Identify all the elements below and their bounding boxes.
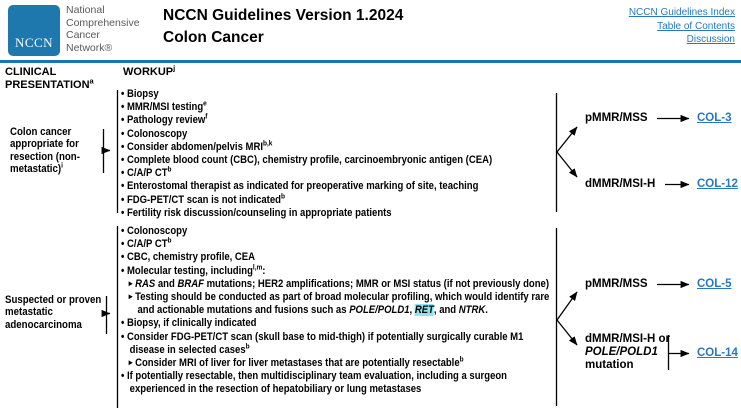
text-segment: and	[155, 277, 178, 290]
sub-bullet-icon: ▸	[128, 357, 133, 368]
workup-item-text	[127, 370, 507, 395]
bullet-icon: •	[121, 330, 125, 343]
text-segment: mutation	[585, 359, 634, 371]
guidelines-index-link[interactable]: NCCN Guidelines Index	[628, 7, 735, 18]
text-segment: If potentially resectable, then multidisciplinary team evaluation, including a surgeon experienced in the resection of hepatobiliary or lung metastases	[126, 370, 508, 396]
page-title-version: NCCN Guidelines Version 1.2024	[163, 7, 404, 24]
text-segment: l,m	[252, 261, 263, 271]
workup-item	[121, 180, 561, 193]
workup-item	[121, 98, 561, 114]
text-segment: MMR/MSI testing	[126, 101, 204, 114]
workup-item	[121, 128, 561, 141]
workup-item-text	[127, 128, 187, 140]
col-12-link[interactable]: COL-12	[697, 178, 738, 190]
text-segment: Consider FDG-PET/CT scan (skull base to mid-thigh) if potentially surgically curable M1 disease in selected cases	[126, 330, 524, 356]
text-segment: j	[173, 63, 176, 73]
text-segment: e	[203, 98, 207, 108]
bullet-icon: •	[121, 251, 125, 264]
workup-item	[121, 190, 561, 207]
bullet-icon: •	[121, 101, 125, 114]
text-segment: Molecular testing, including	[126, 264, 253, 277]
workup-item-text	[127, 154, 492, 166]
text-segment: pMMR/MSS	[585, 112, 648, 124]
text-segment: b	[167, 235, 172, 245]
workup-item	[121, 251, 561, 264]
text-segment: ,	[409, 304, 415, 317]
bullet-icon: •	[121, 317, 125, 330]
text-segment: Testing should be conducted as part of broad molecular profiling, which would identify rare and actionable mutations and fusions such as	[135, 291, 550, 317]
org-line: National	[66, 4, 105, 16]
bullet-icon: •	[121, 88, 125, 100]
workup-item	[121, 235, 561, 251]
text-segment: C/A/P CT	[126, 167, 168, 180]
workup-item	[121, 370, 561, 396]
text-segment: b	[245, 341, 250, 351]
workup-item	[121, 154, 561, 167]
text-segment: FDG-PET/CT scan is not indicated	[126, 193, 281, 206]
text-segment: RET	[414, 304, 434, 317]
workup-item	[121, 278, 561, 291]
bullet-icon: •	[121, 154, 125, 167]
workup-item	[121, 354, 561, 370]
text-segment: :	[262, 264, 266, 277]
text-segment: Colonoscopy	[126, 127, 188, 140]
bullet-icon: •	[121, 193, 125, 206]
bullet-icon: •	[121, 264, 125, 277]
workup-item	[121, 207, 561, 220]
bullet-icon: •	[121, 206, 125, 219]
text-segment: b,k	[262, 138, 273, 148]
text-segment: b	[280, 190, 285, 200]
text-segment: Fertility risk discussion/counseling in appropriate patients	[126, 206, 392, 219]
branch-pmmr-mss-1	[585, 112, 648, 125]
col-3-link[interactable]: COL-3	[697, 112, 732, 124]
text-segment: .	[485, 304, 488, 317]
text-segment: b	[459, 354, 464, 364]
clinical-presentation-nonmetastatic	[10, 126, 114, 176]
page-title-cancer-type: Colon Cancer	[163, 29, 264, 46]
text-segment: a	[89, 75, 94, 85]
workup-item-text	[127, 225, 187, 237]
col-5-link[interactable]: COL-5	[697, 278, 732, 290]
text-segment: Consider MRI of liver for liver metastases that are potentially resectable	[135, 357, 460, 370]
workup-item	[121, 88, 561, 101]
org-line: Network®	[66, 41, 113, 54]
workup-item	[121, 111, 561, 127]
table-of-contents-link[interactable]: Table of Contents	[657, 20, 735, 32]
workup-item	[121, 138, 561, 154]
organization-name	[66, 4, 140, 54]
text-segment: POLE/POLD1	[349, 304, 410, 317]
text-segment: Pathology review	[126, 114, 206, 127]
workup-item	[121, 317, 561, 330]
bullet-icon: •	[121, 114, 125, 127]
workup-item-text	[127, 251, 255, 263]
workup-item	[121, 261, 561, 278]
branch-dmmr-msih-1	[585, 178, 655, 191]
text-segment: mutations; HER2 amplifications; MMR or MSI status (if not previously done)	[203, 277, 550, 290]
nccn-logo-text: NCCN	[14, 35, 54, 50]
workup-header	[123, 63, 176, 79]
text-segment: f	[205, 111, 208, 121]
workup-item-text	[127, 331, 523, 356]
workup-item-text	[127, 180, 479, 192]
text-segment: , and	[433, 304, 459, 317]
text-segment: Biopsy, if clinically indicated	[126, 317, 257, 330]
text-segment: PRESENTATION	[5, 78, 90, 91]
workup-item-text	[126, 261, 266, 277]
workup-item-text	[135, 291, 549, 316]
workup-item-text	[127, 317, 257, 329]
workup-item	[121, 331, 561, 357]
text-segment: Enterostomal therapist as indicated for preoperative marking of site, teaching	[126, 180, 479, 193]
workup-item-text	[127, 207, 392, 219]
text-segment: CLINICAL	[5, 66, 57, 78]
workup-item	[121, 225, 561, 238]
text-segment: BRAF	[177, 277, 204, 290]
bullet-icon: •	[121, 167, 125, 180]
text-segment: Complete blood count (CBC), chemistry profile, carcinoembryonic antigen (CEA)	[126, 154, 493, 167]
workup-item-text	[127, 88, 159, 100]
col-14-link[interactable]: COL-14	[697, 347, 738, 359]
header-links	[629, 6, 735, 47]
text-segment: pMMR/MSS	[585, 278, 648, 290]
workup-item-text	[126, 111, 208, 127]
clinical-presentation-metastatic	[5, 294, 109, 331]
text-segment: Consider abdomen/pelvis MRI	[126, 140, 263, 153]
bullet-icon: •	[121, 127, 125, 140]
text-segment: C/A/P CT	[126, 238, 168, 251]
text-segment: WORKUP	[123, 66, 174, 78]
text-segment: RAS	[135, 277, 156, 290]
text-segment: CBC, chemistry profile, CEA	[126, 251, 256, 264]
sub-bullet-icon: ▸	[128, 291, 133, 302]
bullet-icon: •	[121, 238, 125, 251]
text-segment: i	[61, 160, 63, 170]
workup-item-text	[126, 164, 172, 180]
branch-dmmr-pole-pold1	[585, 333, 673, 372]
text-segment: NTRK	[458, 304, 486, 317]
workup-item-text	[126, 235, 172, 251]
text-segment: Biopsy	[126, 88, 159, 100]
workup-item-text	[126, 98, 207, 114]
workup-list-nonmetastatic	[121, 88, 561, 220]
text-segment: b	[167, 164, 172, 174]
text-segment: dMMR/MSI-H	[585, 178, 656, 190]
nccn-logo	[8, 5, 60, 56]
text-segment: Colonoscopy	[126, 225, 188, 237]
header-divider	[0, 60, 741, 63]
clinical-presentation-header	[5, 66, 115, 91]
bullet-icon: •	[121, 180, 125, 193]
text-segment: Suspected or proven metastatic adenocarcinoma	[5, 294, 102, 331]
workup-item	[121, 291, 561, 317]
workup-item-text	[126, 190, 285, 206]
bullet-icon: •	[121, 140, 125, 153]
workup-item	[121, 164, 561, 180]
text-segment: POLE/POLD1	[585, 346, 658, 358]
bullet-icon: •	[121, 370, 125, 383]
bullet-icon: •	[121, 225, 125, 237]
text-segment: dMMR/MSI-H or	[585, 333, 670, 345]
workup-item-text	[135, 354, 464, 370]
org-line: Cancer	[66, 29, 100, 42]
org-line: Comprehensive	[66, 16, 140, 29]
workup-item-text	[135, 278, 549, 290]
workup-item-text	[126, 138, 273, 153]
workup-list-metastatic	[121, 225, 561, 397]
text-segment: Colon cancer appropriate for resection (non-metastatic)	[10, 126, 80, 176]
branch-pmmr-mss-2	[585, 278, 648, 291]
discussion-link[interactable]: Discussion	[686, 34, 735, 45]
sub-bullet-icon: ▸	[128, 277, 133, 288]
